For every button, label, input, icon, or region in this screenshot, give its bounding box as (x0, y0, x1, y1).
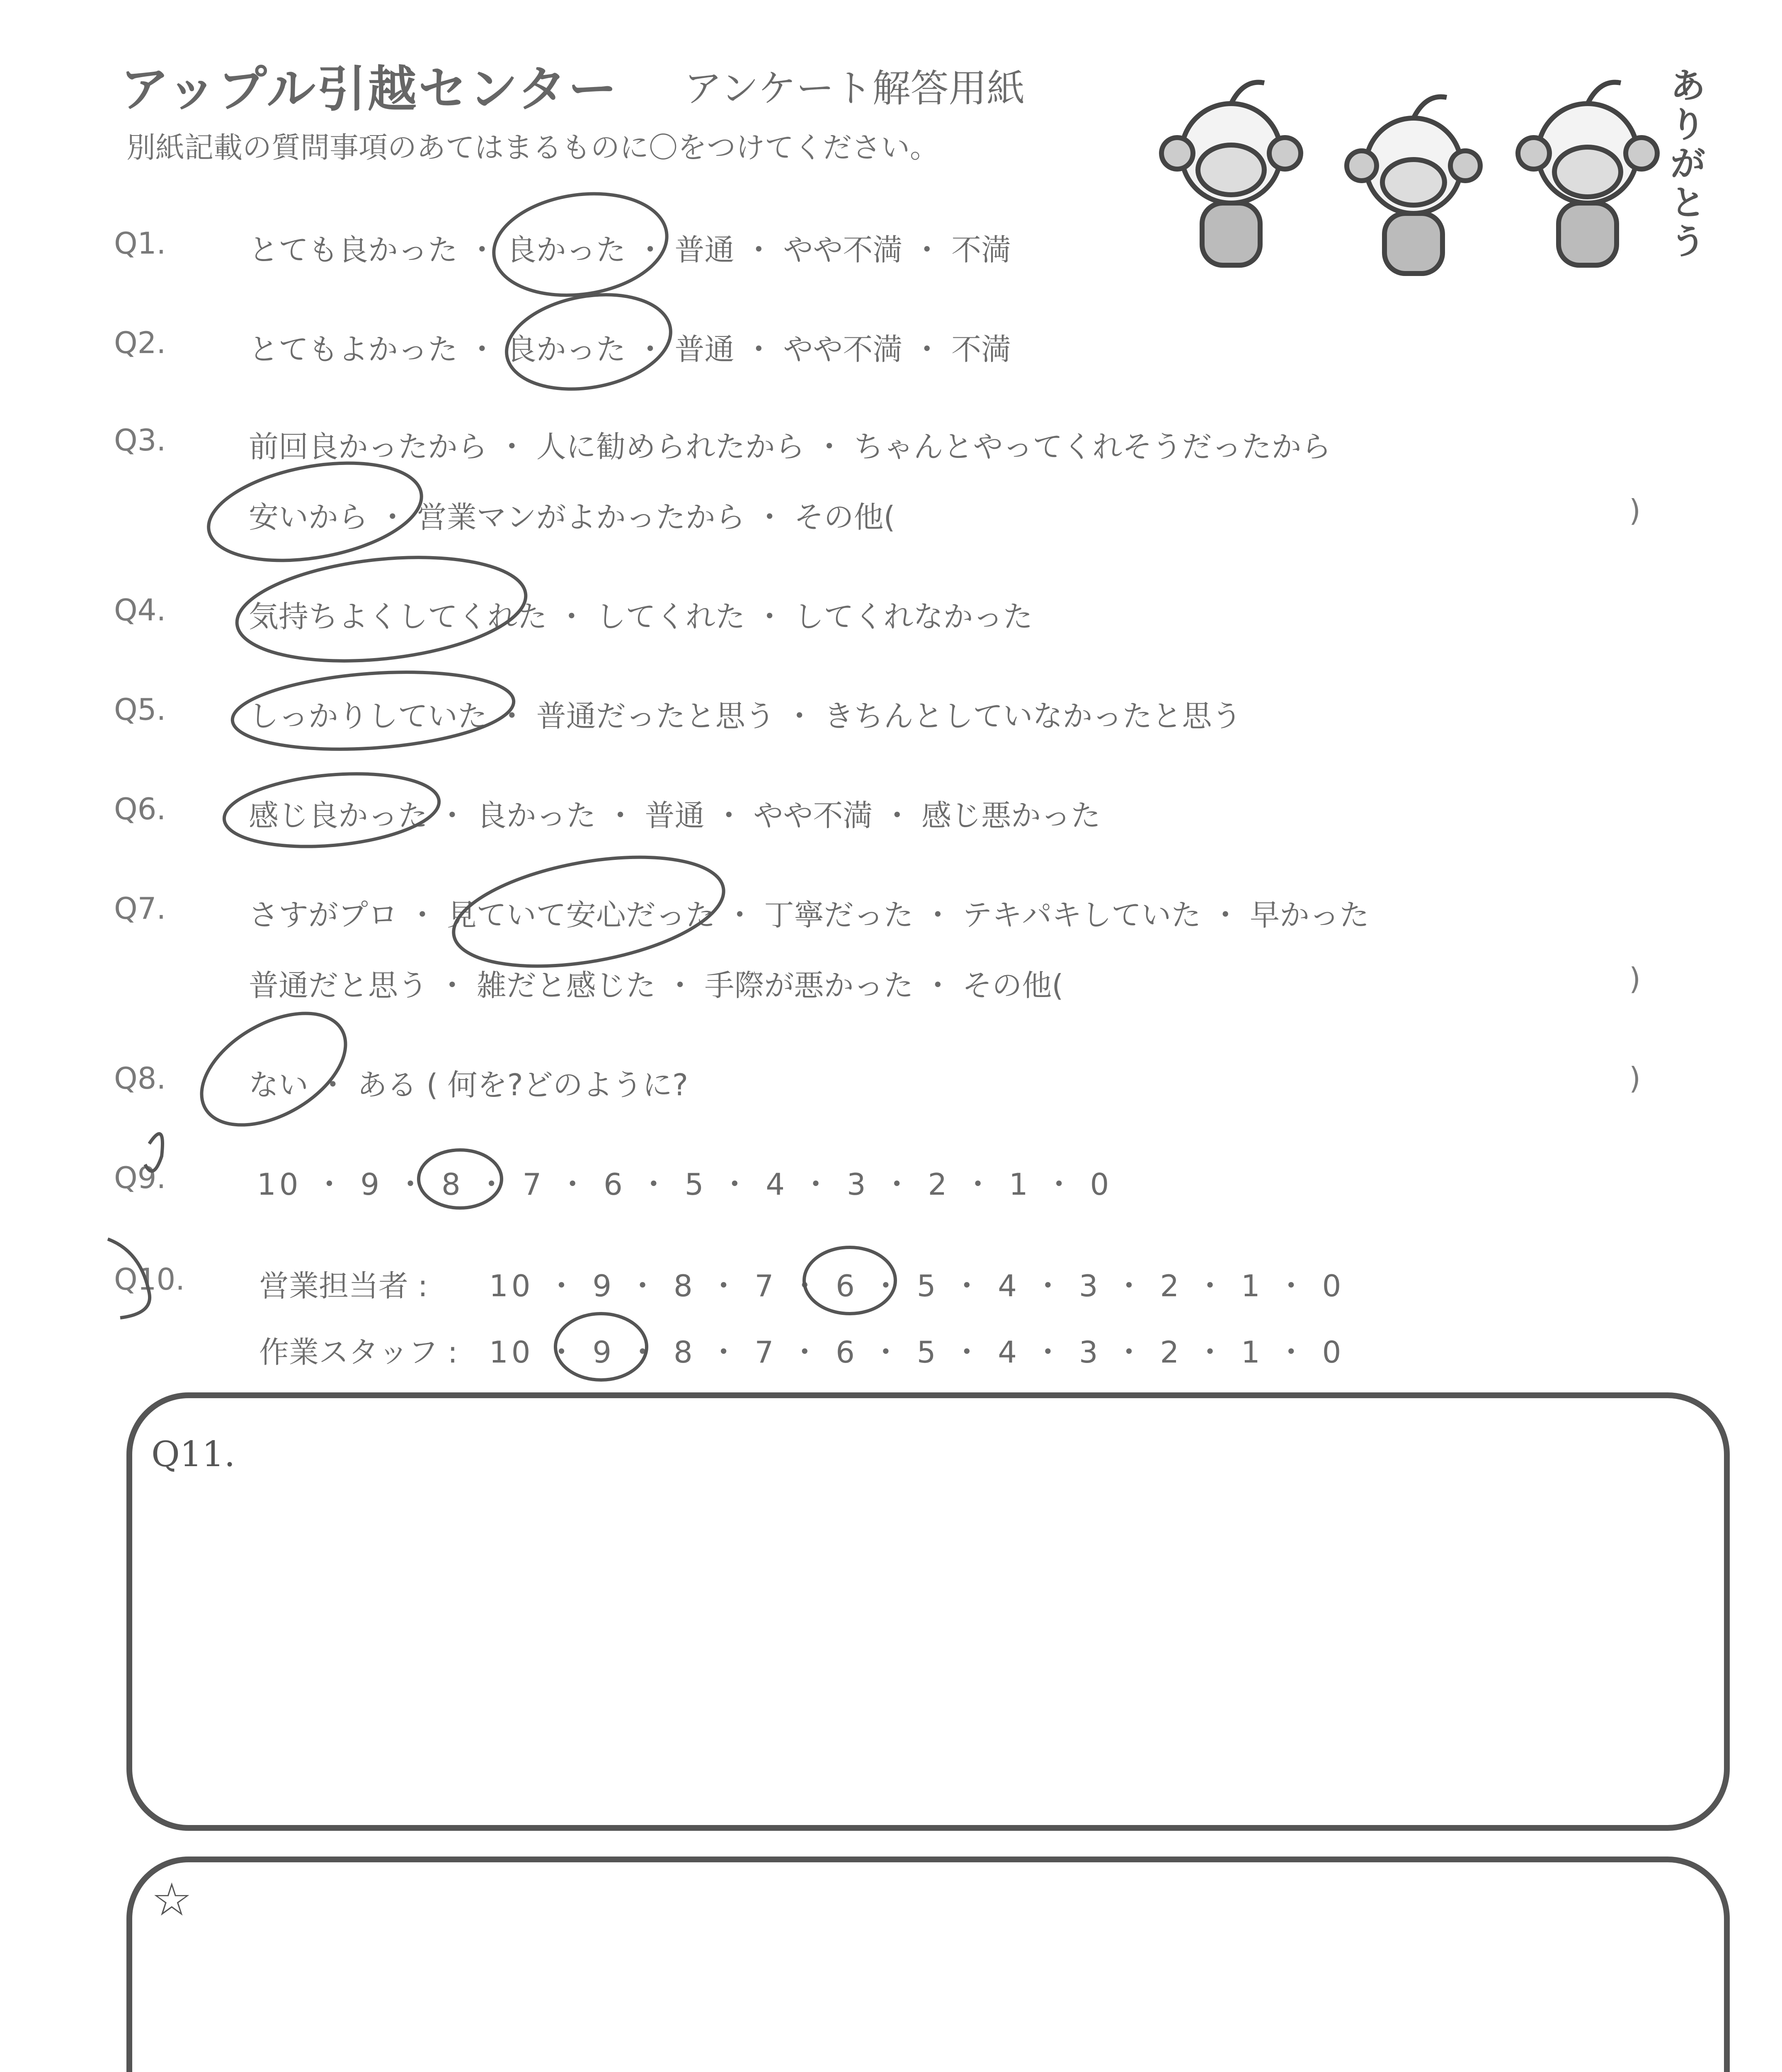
q11-label: Q11. (151, 1434, 235, 1474)
company-title: アップル引越センター (120, 61, 619, 118)
q4-label: Q4. (114, 593, 166, 627)
q7-label: Q7. (114, 891, 166, 926)
q2-options: とてもよかった ・ 良かった ・ 普通 ・ やや不満 ・ 不満 (249, 332, 1011, 367)
q10-staff-scale: 10 ・ 9 ・ 8 ・ 7 ・ 6 ・ 5 ・ 4 ・ 3 ・ 2 ・ 1 ・ 0 (489, 1335, 1345, 1370)
q3-options-line2: 安いから ・ 営業マンがよかったから ・ その他( (249, 500, 895, 535)
q5-options: しっかりしていた ・ 普通だったと思う ・ きちんとしていなかったと思う (249, 699, 1242, 733)
q7-options-line2: 普通だと思う ・ 雑だと感じた ・ 手際が悪かった ・ その他( (249, 968, 1064, 1003)
q7-close-paren: ) (1629, 961, 1641, 996)
q10-sales-scale: 10 ・ 9 ・ 8 ・ 7 ・ 6 ・ 5 ・ 4 ・ 3 ・ 2 ・ 1 ・ 0 (489, 1268, 1345, 1303)
q9-label: Q9. (114, 1160, 166, 1195)
star-label: ☆ (151, 1873, 192, 1926)
q1-options: とても良かった ・ 良かった ・ 普通 ・ やや不満 ・ 不満 (249, 232, 1011, 267)
q10-staff-label: 作業スタッフ : (259, 1335, 458, 1370)
q8-label: Q8. (114, 1061, 166, 1096)
form-subtitle: アンケート解答用紙 (684, 66, 1025, 111)
q3-close-paren: ) (1629, 493, 1641, 528)
q2-label: Q2. (114, 325, 166, 360)
q5-label: Q5. (114, 692, 166, 727)
q1-label: Q1. (114, 226, 166, 261)
q3-options-line1: 前回良かったから ・ 人に勧められたから ・ ちゃんとやってくれそうだったから (249, 429, 1331, 464)
q3-label: Q3. (114, 423, 166, 457)
q9-scale: 10 ・ 9 ・ 8 ・ 7 ・ 6 ・ 5 ・ 4 ・ 3 ・ 2 ・ 1 ・ 0 (257, 1167, 1113, 1202)
q10-label: Q10. (114, 1262, 185, 1297)
q6-label: Q6. (114, 792, 166, 826)
q8-close-paren: ) (1629, 1061, 1641, 1096)
instruction-text: 別紙記載の質問事項のあてはまるものに〇をつけてください。 (126, 131, 939, 165)
q8-options: ない ・ ある ( 何を?どのように? (249, 1067, 689, 1102)
q6-options: 感じ良かった ・ 良かった ・ 普通 ・ やや不満 ・ 感じ悪かった (249, 798, 1101, 833)
mascot-thanks-text: ありがとう (1670, 65, 1706, 262)
q10-sales-label: 営業担当者 : (259, 1268, 428, 1303)
q7-options-line1: さすがプロ ・ 見ていて安心だった ・ 丁寧だった ・ テキパキしていた ・ 早かった (249, 898, 1370, 932)
q4-options: 気持ちよくしてくれた ・ してくれた ・ してくれなかった (249, 599, 1033, 634)
